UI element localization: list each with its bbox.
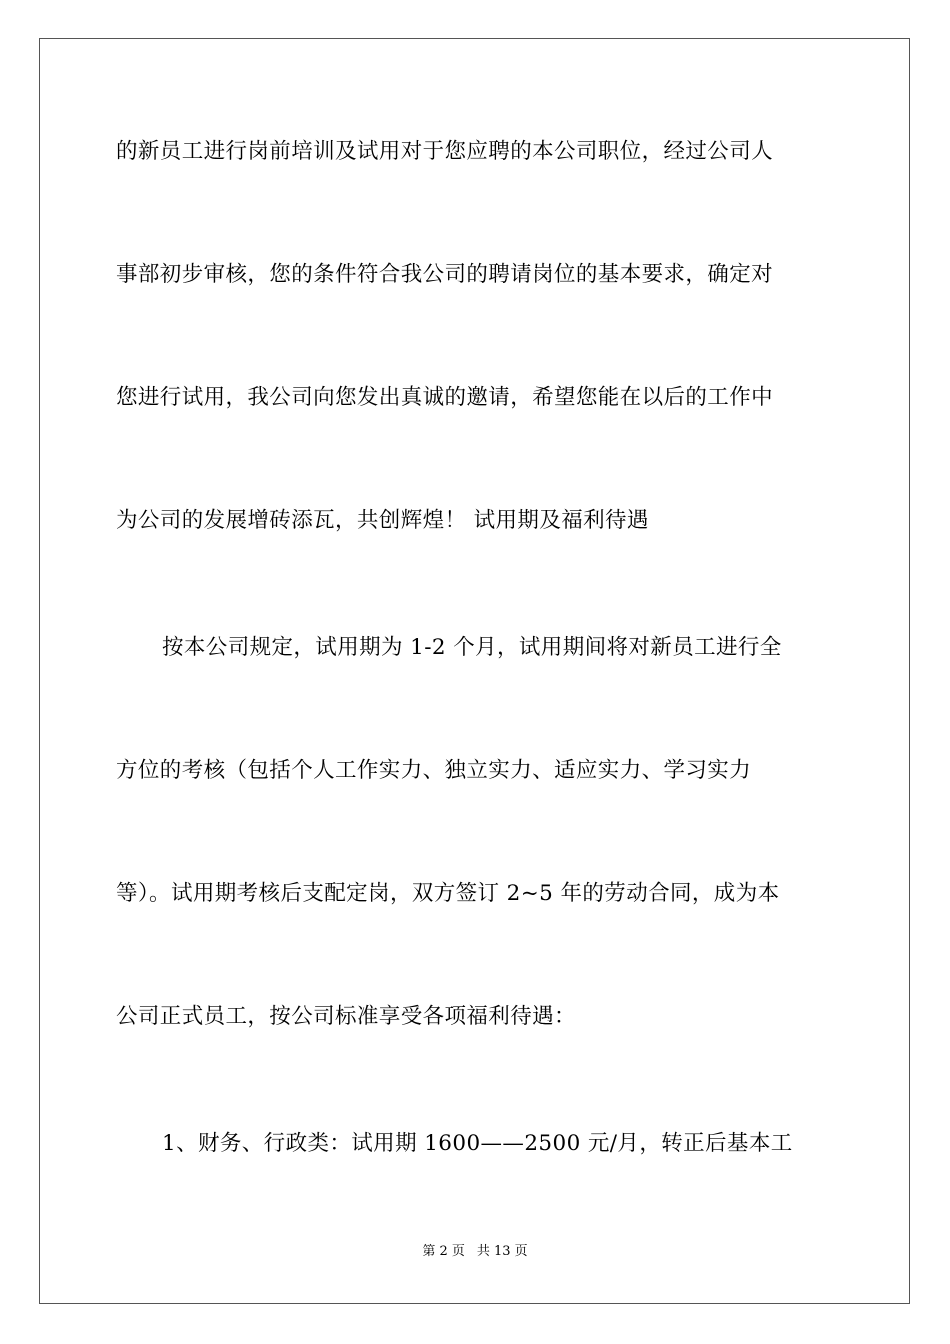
body-line-3: 您进行试用，我公司向您发出真诚的邀请，希望您能在以后的工作中 [116,385,774,410]
body-line-4: 为公司的发展增砖添瓦，共创辉煌！ 试用期及福利待遇 [116,508,649,533]
body-line-8: 公司正式员工，按公司标准享受各项福利待遇： [116,1004,576,1029]
body-line-9: 1、财务、行政类：试用期 1600——2500 元/月，转正后基本工 [162,1131,793,1156]
body-line-7: 等）。试用期考核后支配定岗，双方签订 2~5 年的劳动合同，成为本 [116,881,780,906]
body-line-1: 的新员工进行岗前培训及试用对于您应聘的本公司职位，经过公司人 [116,139,774,164]
page-number: 第 2 页 [422,1244,465,1259]
page-frame [39,38,910,1304]
body-line-5: 按本公司规定，试用期为 1-2 个月，试用期间将对新员工进行全 [162,635,782,660]
page-total: 共 13 页 [476,1244,528,1259]
page-footer [0,1243,950,1261]
body-line-6: 方位的考核（包括个人工作实力、独立实力、适应实力、学习实力 [116,758,752,783]
body-line-2: 事部初步审核，您的条件符合我公司的聘请岗位的基本要求，确定对 [116,262,774,287]
